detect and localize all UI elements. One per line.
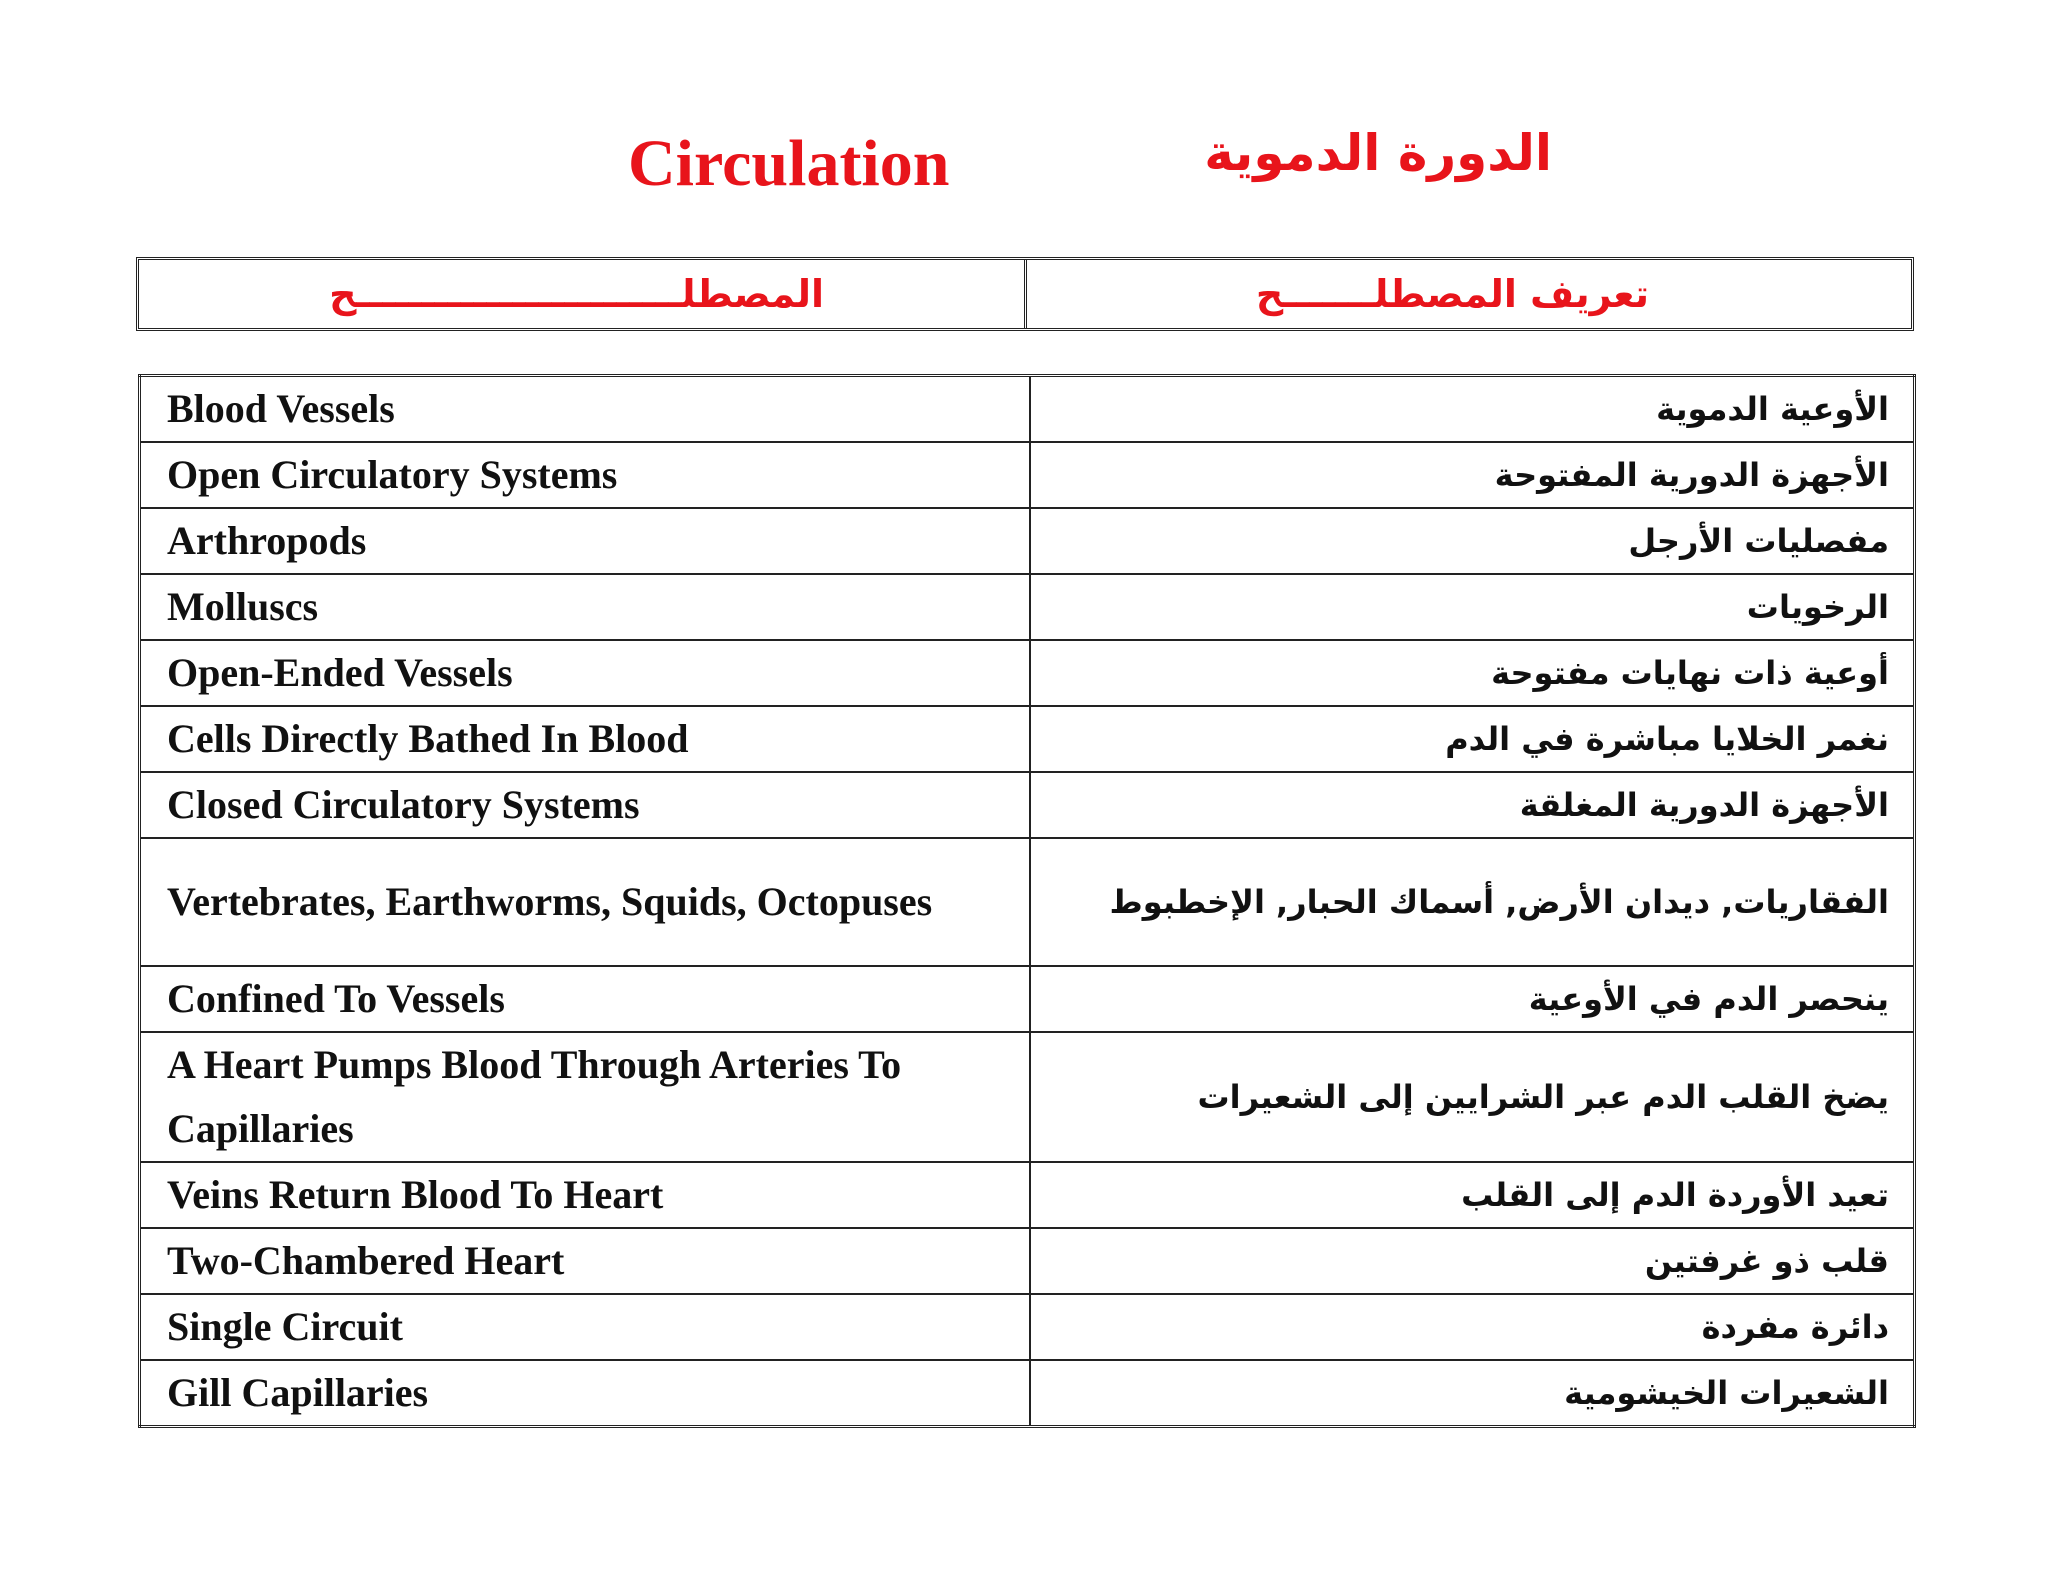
term-arabic: مفصليات الأرجل — [1030, 508, 1915, 574]
term-arabic: تعيد الأوردة الدم إلى القلب — [1030, 1162, 1915, 1228]
term-arabic: يضخ القلب الدم عبر الشرايين إلى الشعيرات — [1030, 1032, 1915, 1162]
table-row — [140, 376, 1915, 443]
term-english: Arthropods — [140, 508, 1030, 574]
term-english: Closed Circulatory Systems — [140, 772, 1030, 838]
term-english: Single Circuit — [140, 1294, 1030, 1360]
header-definition-label: تعريف المصطلـــــــح — [1255, 272, 1649, 316]
term-english: Confined To Vessels — [140, 966, 1030, 1032]
term-arabic: نغمر الخلايا مباشرة في الدم — [1030, 706, 1915, 772]
term-arabic: الرخويات — [1030, 574, 1915, 640]
term-arabic: قلب ذو غرفتين — [1030, 1228, 1915, 1294]
table-row — [140, 640, 1915, 706]
table-row — [140, 1360, 1915, 1427]
term-arabic: الأجهزة الدورية المفتوحة — [1030, 442, 1915, 508]
term-english: Open Circulatory Systems — [140, 442, 1030, 508]
term-english: Blood Vessels — [140, 376, 1030, 443]
page-title-english: Circulation — [628, 127, 950, 200]
table-row — [140, 772, 1915, 838]
term-arabic: الأوعية الدموية — [1030, 376, 1915, 443]
table-row — [140, 838, 1915, 966]
header-term-label: المصطلـــــــــــــــــــــــــح — [139, 260, 1027, 328]
table-row — [140, 966, 1915, 1032]
table-row — [140, 1162, 1915, 1228]
page-title-arabic: الدورة الدموية — [1204, 124, 1552, 182]
term-arabic: الأجهزة الدورية المغلقة — [1030, 772, 1915, 838]
terms-table — [138, 374, 1916, 1428]
term-english: Gill Capillaries — [140, 1360, 1030, 1427]
term-english: Open-Ended Vessels — [140, 640, 1030, 706]
term-english: Molluscs — [140, 574, 1030, 640]
term-arabic: الفقاريات, ديدان الأرض, أسماك الحبار, الإخطبوط — [1030, 838, 1915, 966]
table-row — [140, 1032, 1915, 1162]
table-row — [140, 508, 1915, 574]
table-row — [140, 706, 1915, 772]
table-row — [140, 1228, 1915, 1294]
term-english: Vertebrates, Earthworms, Squids, Octopuses — [140, 838, 1030, 966]
table-row — [140, 442, 1915, 508]
term-english: A Heart Pumps Blood Through Arteries To Capillaries — [140, 1032, 1030, 1162]
term-english: Cells Directly Bathed In Blood — [140, 706, 1030, 772]
term-arabic: أوعية ذات نهايات مفتوحة — [1030, 640, 1915, 706]
term-english: Veins Return Blood To Heart — [140, 1162, 1030, 1228]
term-arabic: ينحصر الدم في الأوعية — [1030, 966, 1915, 1032]
term-arabic: دائرة مفردة — [1030, 1294, 1915, 1360]
table-header — [136, 257, 1914, 331]
table-row — [140, 574, 1915, 640]
term-arabic: الشعيرات الخيشومية — [1030, 1360, 1915, 1427]
term-english: Two-Chambered Heart — [140, 1228, 1030, 1294]
table-row — [140, 1294, 1915, 1360]
